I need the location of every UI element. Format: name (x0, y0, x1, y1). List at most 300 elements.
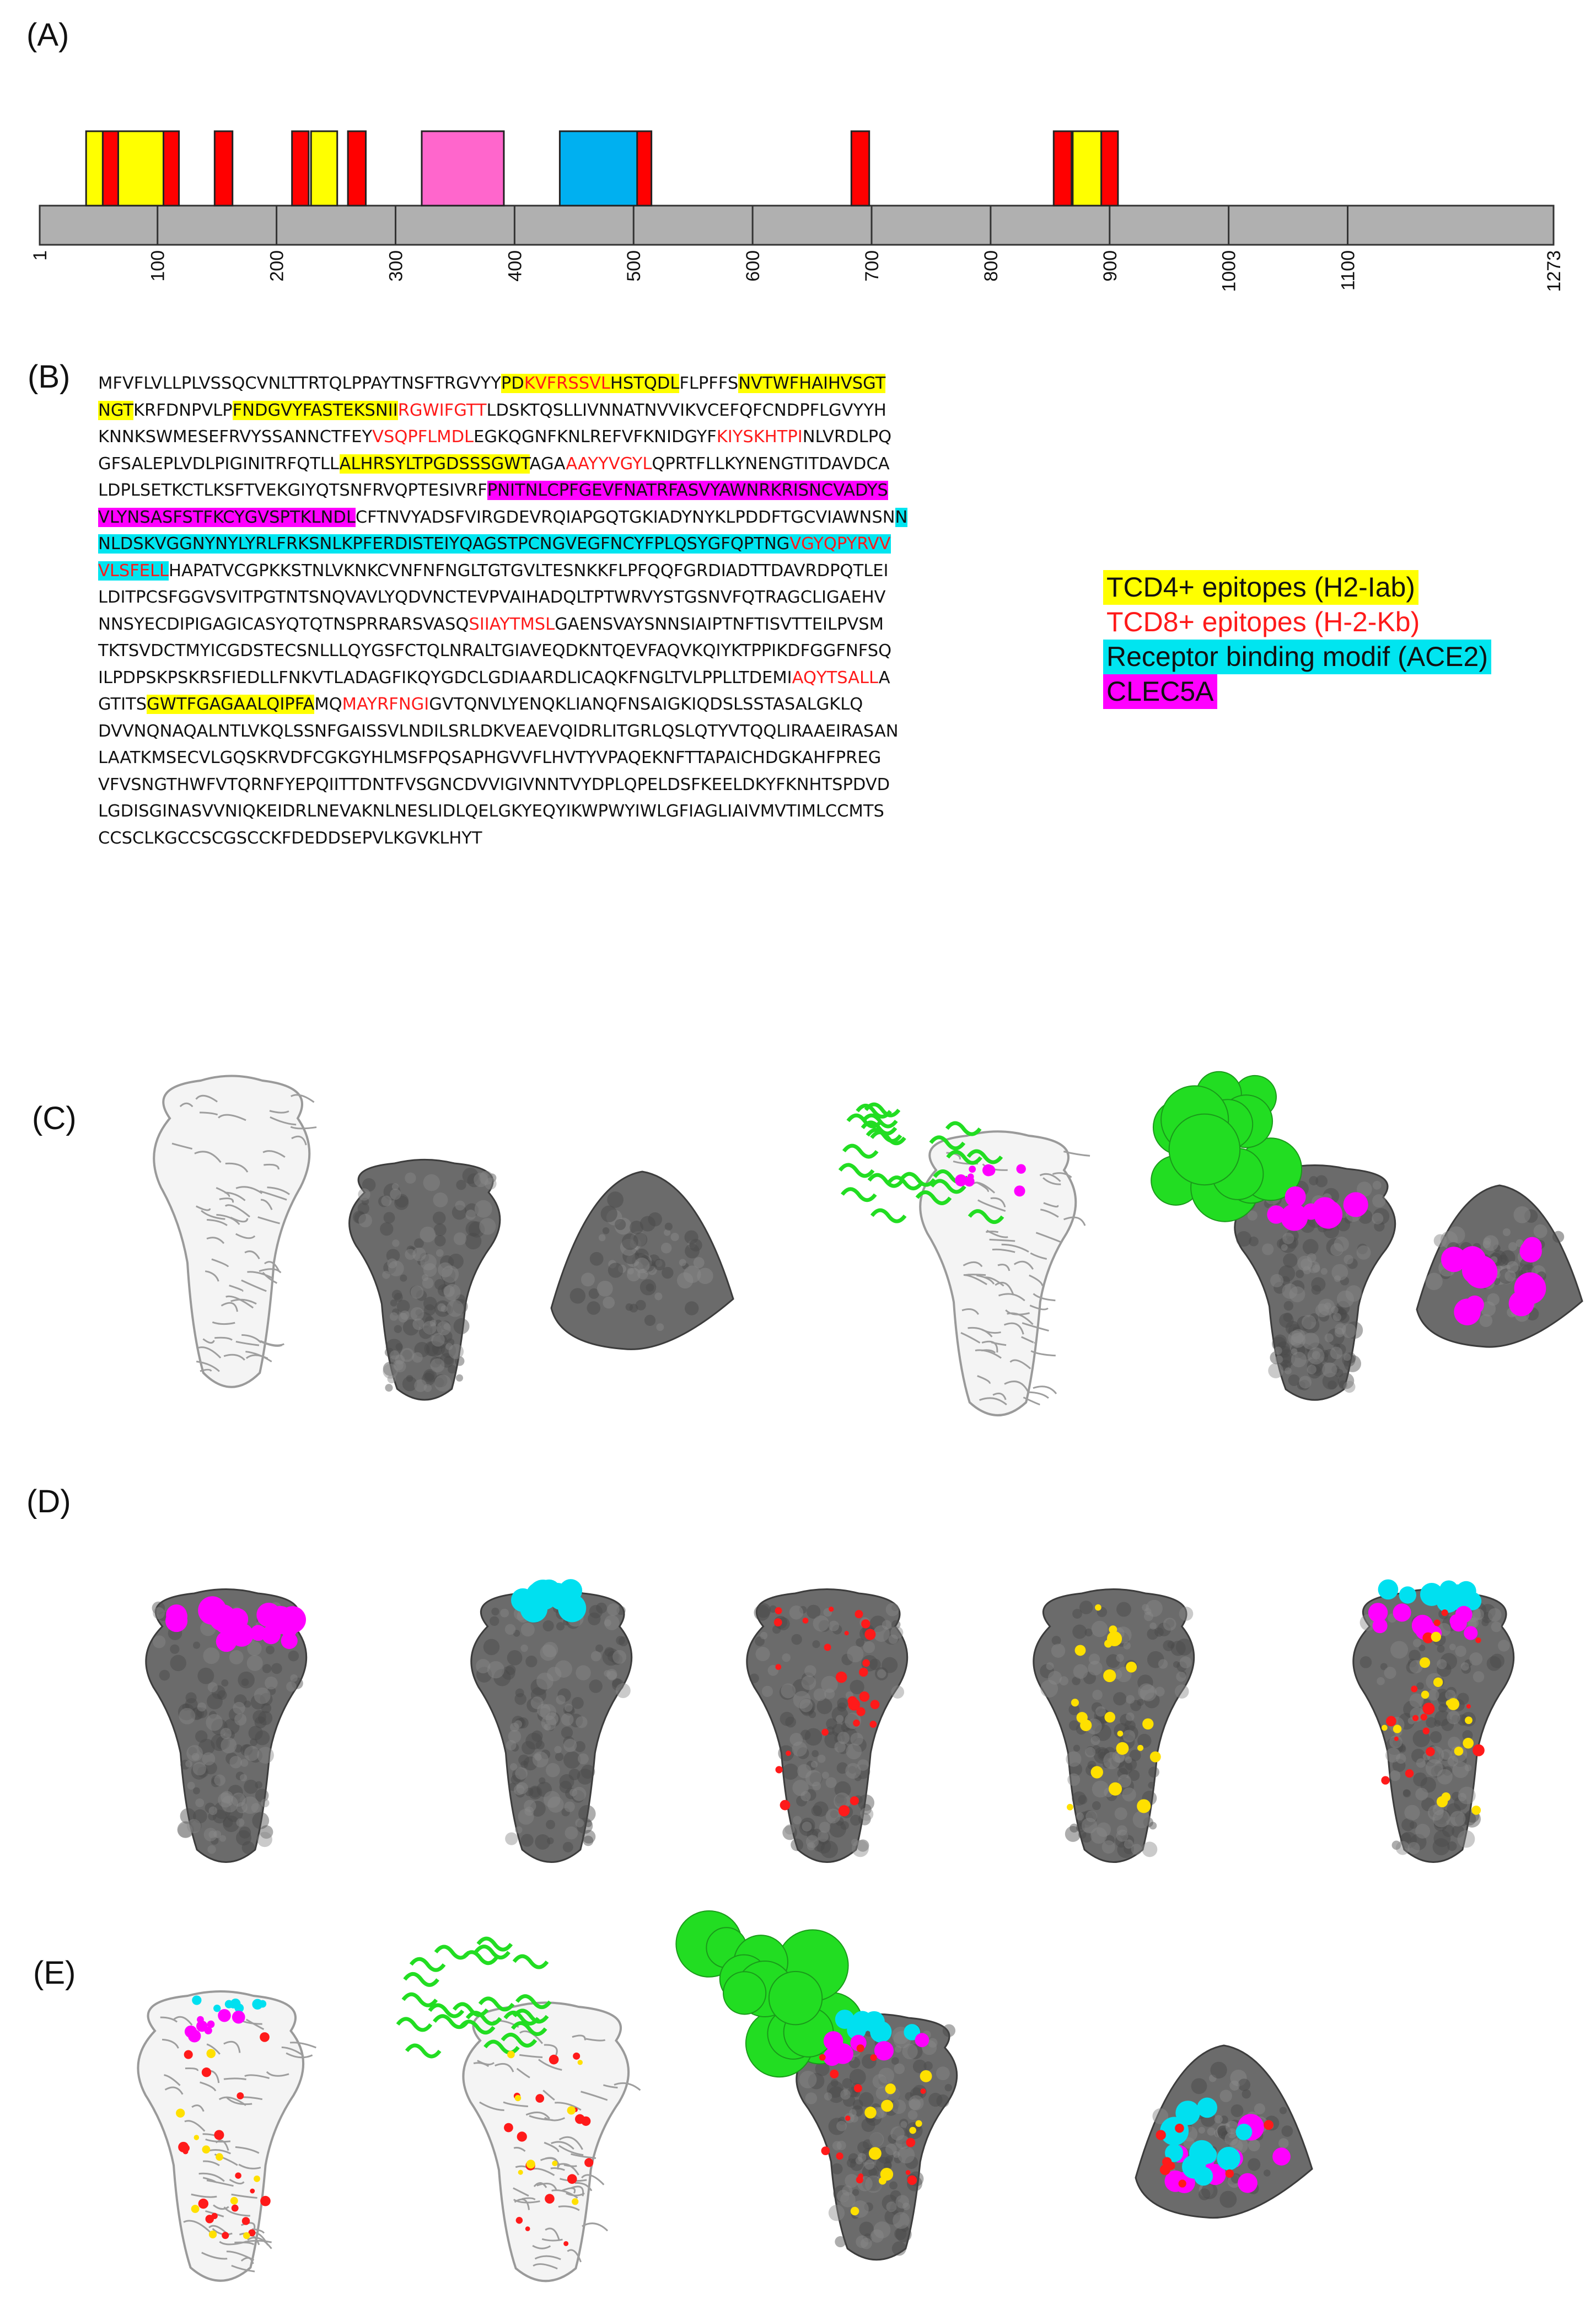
surface-texture (542, 1642, 558, 1657)
surface-texture (891, 2099, 906, 2114)
surface-texture (677, 1272, 693, 1288)
cd8-epitope (1411, 1685, 1417, 1692)
surface-texture (1503, 1228, 1511, 1236)
cd8-epitope (847, 1696, 857, 1705)
surface-texture (1219, 2191, 1237, 2208)
surface-texture (1248, 2158, 1260, 2171)
clec5a-site (1285, 1186, 1306, 1207)
cd8-epitope (1179, 2179, 1186, 2187)
surface-texture (1441, 1749, 1452, 1760)
cd8-epitope (839, 1805, 850, 1816)
surface-texture (812, 1750, 819, 1757)
surface-texture (869, 2133, 884, 2147)
surface-texture (822, 1772, 829, 1779)
surface-texture (266, 1646, 275, 1655)
cd4-epitope (1150, 1752, 1161, 1763)
surface-texture (185, 1760, 192, 1768)
clec5a-site (262, 1625, 281, 1644)
surface-texture (500, 1609, 509, 1618)
surface-texture (525, 1656, 537, 1667)
sequence-segment: FLPFFS (679, 374, 739, 393)
cd8-epitope (854, 2084, 862, 2092)
surface-texture (479, 1218, 496, 1234)
surface-texture (1283, 1253, 1297, 1268)
surface-texture (936, 2066, 950, 2080)
cd8-epitope (829, 1607, 834, 1612)
surface-texture (208, 1682, 218, 1692)
surface-texture (436, 1249, 444, 1257)
surface-texture (220, 1728, 232, 1739)
rbm-site (1236, 2124, 1253, 2140)
panel-label-b: (B) (28, 359, 71, 395)
rbm-site (1445, 1585, 1470, 1610)
cd4-epitope (552, 2161, 557, 2166)
surface-texture (179, 1708, 196, 1725)
cd4-epitope (1104, 1712, 1115, 1723)
surface-texture (679, 1259, 686, 1266)
surface-texture (1142, 1841, 1157, 1857)
surface-texture (546, 1712, 558, 1725)
cd4-epitope (1463, 1738, 1474, 1749)
surface-texture (1447, 1711, 1460, 1724)
cd8-epitope (845, 2115, 851, 2121)
surface-texture (1059, 1676, 1068, 1685)
surface-texture (622, 1233, 638, 1250)
surface-texture (506, 1665, 515, 1675)
rbm-site (1420, 1583, 1443, 1606)
surface-texture (1404, 1805, 1420, 1820)
surface-texture (1483, 1235, 1499, 1251)
surface-texture (1148, 1766, 1159, 1777)
surface-texture (185, 1692, 196, 1703)
surface-texture (1076, 1813, 1084, 1820)
surface-texture (1144, 1608, 1151, 1615)
surface-texture (290, 1674, 298, 1682)
surface-texture (894, 2064, 905, 2075)
surface-texture (1248, 2139, 1260, 2151)
cd8-epitope (1475, 1637, 1481, 1643)
surface-texture (1312, 1285, 1321, 1295)
surface-texture (806, 1835, 819, 1848)
cd4-epitope (1393, 1725, 1401, 1733)
cd4-epitope (1126, 1662, 1137, 1673)
surface-texture (385, 1384, 393, 1392)
surface-texture (1278, 2138, 1289, 2149)
rbm-site (852, 2011, 873, 2032)
surface-texture (170, 1655, 186, 1672)
cd4-epitope (176, 2109, 185, 2118)
clec5a-site (1014, 1185, 1025, 1196)
surface-texture (812, 1782, 821, 1791)
surface-texture (1097, 1822, 1111, 1836)
surface-texture (829, 1621, 839, 1631)
surface-texture (1123, 1642, 1131, 1650)
surface-texture (433, 1193, 448, 1207)
surface-texture (908, 2110, 918, 2120)
surface-texture (395, 1343, 402, 1350)
surface-texture (1461, 1662, 1469, 1671)
cd8-epitope (1473, 1744, 1485, 1757)
surface-texture (448, 1365, 456, 1374)
surface-texture (799, 1699, 813, 1712)
cd4-epitope (1091, 1766, 1103, 1778)
surface-texture (583, 1836, 593, 1846)
surface-texture (202, 1752, 215, 1765)
ace2-helix (844, 1146, 877, 1157)
cd8-epitope (242, 2217, 250, 2225)
surface-texture (1229, 2081, 1239, 2091)
surface-texture (1291, 1329, 1305, 1343)
cd4-epitope (1137, 1745, 1143, 1751)
surface-texture (1449, 1644, 1456, 1650)
surface-texture (1415, 1824, 1430, 1839)
surface-texture (1513, 1206, 1530, 1223)
surface-texture (858, 2153, 867, 2162)
ace2-helix (407, 2045, 440, 2056)
surface-texture (186, 1745, 203, 1761)
surface-texture (1285, 1367, 1292, 1374)
surface-texture (170, 1645, 179, 1654)
clec5a-site (1514, 1272, 1546, 1304)
surface-texture (606, 1669, 617, 1680)
surface-texture (590, 1252, 604, 1266)
surface-texture (560, 1774, 574, 1789)
surface-texture (697, 1268, 713, 1284)
surface-texture (762, 1686, 773, 1697)
cd8-epitope (862, 1659, 870, 1667)
surface-texture (187, 1819, 201, 1833)
cd4-epitope (1431, 1632, 1441, 1642)
surface-texture (1147, 1628, 1158, 1640)
surface-texture (1312, 1264, 1320, 1272)
cd4-epitope (1103, 1669, 1116, 1682)
surface-texture (812, 1806, 823, 1817)
cartoon-strand (224, 2079, 246, 2080)
surface-texture (536, 1673, 554, 1690)
surface-texture (944, 2084, 952, 2092)
cd8-epitope (1226, 2169, 1234, 2178)
cd4-epitope (578, 2060, 583, 2065)
surface-texture (262, 1664, 272, 1673)
surface-texture (515, 1689, 524, 1698)
surface-texture (576, 1716, 587, 1728)
surface-texture (1415, 1788, 1428, 1801)
surface-texture (1280, 2107, 1287, 2114)
surface-texture (576, 1665, 591, 1680)
surface-texture (1426, 1717, 1437, 1728)
epitope-segment: NLDSKVGGNYNYLYRLFRKSNLKPFERDISTEIYQAGSTPCNGVEGFNCYFPLQSYGFQPTNG (98, 534, 790, 554)
surface-texture (597, 1281, 613, 1297)
surface-texture (1457, 1830, 1475, 1848)
panel-label-a: (A) (26, 17, 69, 53)
surface-texture (193, 1642, 200, 1649)
surface-texture (886, 2201, 896, 2212)
surface-texture (437, 1321, 451, 1335)
surface-texture (1180, 1656, 1192, 1668)
surface-texture (1473, 1671, 1484, 1682)
surface-texture (1215, 2115, 1223, 2123)
surface-texture (1254, 2103, 1265, 2114)
surface-texture (411, 1286, 424, 1299)
surface-texture (1321, 1268, 1328, 1275)
surface-texture (209, 1807, 218, 1816)
clec5a-site (1272, 2147, 1291, 2166)
surface-texture (892, 2241, 906, 2255)
surface-texture (805, 2092, 818, 2104)
surface-texture (754, 1605, 770, 1621)
cd4-epitope (880, 2168, 893, 2181)
surface-texture (581, 1272, 595, 1286)
surface-texture (1073, 1664, 1088, 1679)
surface-texture (221, 1679, 228, 1687)
clec5a-site (281, 1621, 297, 1637)
surface-texture (831, 2163, 842, 2174)
surface-texture (454, 1232, 466, 1245)
surface-texture (430, 1320, 437, 1326)
surface-texture (1413, 1639, 1421, 1647)
cd8-epitope (870, 1700, 880, 1709)
surface-texture (1480, 1314, 1493, 1328)
surface-texture (831, 2079, 839, 2087)
surface-texture (612, 1650, 626, 1664)
surface-texture (358, 1188, 370, 1200)
surface-texture (487, 1661, 504, 1678)
cd4-epitope (1420, 1657, 1430, 1668)
cd8-epitope (830, 2070, 839, 2079)
surface-texture (229, 1650, 244, 1664)
sequence-segment: GFSALEPLVDLPIGINITRFQTLL (98, 454, 340, 474)
cd8-epitope (1466, 1704, 1471, 1709)
surface-texture (187, 1782, 195, 1790)
cd4-epitope (206, 2049, 216, 2058)
surface-texture (861, 2118, 875, 2132)
surface-texture (1281, 2125, 1293, 2137)
surface-texture (640, 1279, 656, 1295)
rbm-site (1182, 2155, 1206, 2178)
surface-texture (247, 1655, 263, 1671)
rbm-site (1197, 2098, 1217, 2118)
surface-texture (1126, 1712, 1135, 1721)
surface-texture (1302, 1315, 1316, 1329)
surface-texture (749, 1673, 759, 1683)
surface-texture (1299, 1376, 1312, 1388)
cd4-epitope (1107, 1631, 1122, 1646)
surface-texture (1095, 1706, 1106, 1717)
surface-texture (1236, 1231, 1251, 1247)
cd4-epitope (1109, 1625, 1117, 1634)
cd4-epitope (1447, 1698, 1459, 1710)
surface-texture (255, 1731, 270, 1746)
surface-texture (483, 1639, 499, 1655)
surface-texture (1090, 1736, 1100, 1745)
clec5a-site (915, 2033, 929, 2048)
surface-texture (826, 1808, 841, 1823)
cd8-epitope (504, 2123, 513, 2133)
surface-texture (859, 2092, 874, 2107)
cd8-epitope (1381, 1776, 1389, 1785)
sequence-segment: MFVFLVLLPLVSSQCVNLTTRTQLPPAYTNSFTRGVYY (98, 374, 501, 393)
surface-texture (217, 1690, 227, 1700)
surface-texture (792, 1780, 808, 1796)
surface-texture (1274, 1346, 1282, 1355)
surface-texture (542, 1620, 554, 1631)
cd4-epitope (1421, 1691, 1430, 1699)
surface-texture (791, 1839, 803, 1851)
sequence-segment: TKTSVDCTMYICGDSTECSNLLLQYGSFCTQLNRALTGIAVEQDKNTQEVFAQVKQIYKTPPIKDFGGFNFSQ (98, 641, 892, 660)
surface-texture (1488, 1608, 1501, 1621)
clec5a-site (205, 2027, 212, 2034)
surface-texture (1434, 1234, 1447, 1247)
surface-texture (434, 1223, 447, 1236)
surface-texture (1450, 1811, 1465, 1827)
epitope-segment: GWTFGAGAALQIPFA (147, 695, 315, 714)
surface-texture (588, 1612, 600, 1625)
cd8-epitope (1423, 1727, 1430, 1734)
surface-texture (233, 1702, 245, 1714)
surface-texture (1230, 2104, 1243, 2117)
surface-texture (1207, 2128, 1216, 2136)
sequence-segment: GVTQNVLYENQKLIANQFNSAIGKIQDSLSSTASALGKLQ (429, 695, 863, 714)
surface-texture (1282, 1233, 1294, 1244)
cd8-epitope (260, 2196, 271, 2206)
surface-texture (400, 1275, 407, 1282)
epitope-segment: RGWIFGTT (397, 400, 487, 420)
sequence-segment: KRFDNPVLP (133, 400, 233, 420)
cd8-epitope (906, 2138, 915, 2147)
surface-texture (1328, 1381, 1336, 1389)
surface-texture (522, 1741, 535, 1755)
cd8-epitope (1162, 2157, 1172, 2167)
surface-texture (533, 1752, 549, 1768)
surface-texture (1344, 1381, 1356, 1393)
cd4-epitope (1071, 1699, 1079, 1706)
ace2-helix (403, 1994, 436, 2005)
surface-texture (890, 1626, 903, 1639)
surface-texture (1199, 2188, 1210, 2200)
ace2-helix (947, 1123, 980, 1134)
surface-texture (465, 1210, 476, 1220)
surface-texture (539, 1777, 545, 1784)
surface-texture (1346, 1285, 1362, 1302)
rbm-site (870, 2021, 891, 2043)
sequence-segment: LDITPCSFGGVSVITPGTNTSNQVAVLYQDVNCTEVPVAIHADQLTPTWRVYSTGSNVFQTRAGCLIGAEHV (98, 588, 886, 607)
surface-texture (1220, 2090, 1232, 2102)
surface-texture (1089, 1653, 1100, 1664)
surface-texture (1324, 1302, 1331, 1309)
surface-texture (444, 1284, 460, 1301)
surface-texture (244, 1746, 259, 1761)
surface-texture (1067, 1773, 1080, 1786)
surface-texture (445, 1343, 453, 1350)
epitope-segment: PNITNLCPFGEVFNATRFASVYAWNRKRISNCVADYS (487, 481, 888, 500)
sequence-segment: A (878, 668, 890, 688)
surface-texture (434, 1235, 445, 1246)
cd8-epitope (581, 2117, 590, 2126)
surface-texture (599, 1234, 606, 1242)
cd8-epitope (1394, 1737, 1399, 1741)
cd4-epitope (1142, 1718, 1153, 1730)
clec5a-site (874, 2041, 894, 2060)
surface-texture (1116, 1602, 1131, 1617)
surface-texture (1372, 1213, 1383, 1224)
surface-texture (1170, 1641, 1186, 1656)
surface-texture (265, 1677, 277, 1689)
surface-texture (685, 1301, 699, 1315)
surface-texture (889, 2181, 898, 2189)
surface-texture (507, 1650, 523, 1666)
cd8-epitope (202, 2067, 211, 2077)
surface-texture (1155, 1687, 1165, 1696)
cd8-epitope (235, 2172, 241, 2178)
surface-texture (1469, 1652, 1482, 1666)
cd4-epitope (191, 2205, 200, 2213)
surface-texture (1407, 1842, 1420, 1854)
cd8-epitope (864, 1629, 875, 1640)
surface-texture (886, 1603, 899, 1616)
cd4-epitope (243, 2232, 250, 2239)
spike-cartoon-ace2 (920, 1131, 1076, 1415)
cd8-epitope (850, 1796, 859, 1805)
surface-texture (607, 1191, 624, 1208)
surface-texture (1498, 1640, 1510, 1652)
surface-texture (1264, 2169, 1271, 2177)
surface-texture (1115, 1807, 1127, 1820)
surface-texture (591, 1651, 601, 1662)
surface-texture (1413, 1773, 1427, 1787)
surface-texture (616, 1636, 625, 1645)
cd4-epitope (920, 2070, 932, 2082)
surface-texture (1270, 1274, 1283, 1287)
clec5a-site (1520, 1240, 1542, 1263)
surface-texture (1092, 1621, 1108, 1637)
cd4-epitope (254, 2176, 260, 2182)
surface-texture (555, 1753, 563, 1761)
surface-texture (1487, 1656, 1502, 1671)
surface-texture (1334, 1237, 1348, 1252)
surface-texture (193, 1787, 200, 1795)
surface-texture (1396, 1841, 1410, 1855)
surface-texture (670, 1233, 679, 1241)
axis-tick-label: 1 (30, 250, 51, 261)
surface-texture (604, 1647, 614, 1656)
clec5a-site (1344, 1192, 1368, 1217)
surface-texture (802, 1675, 816, 1690)
legend-label: TCD4+ epitopes (H2-Iab) (1103, 570, 1418, 605)
cartoon-strand (582, 2224, 608, 2231)
surface-texture (520, 1645, 528, 1652)
surface-texture (1126, 1695, 1135, 1704)
rbm-site (252, 1999, 262, 2010)
surface-texture (813, 1615, 829, 1631)
surface-texture (819, 1822, 830, 1833)
surface-texture (505, 1832, 518, 1845)
surface-texture (878, 2067, 894, 2083)
surface-texture (1296, 1270, 1304, 1278)
panel-label-d: (D) (26, 1484, 71, 1519)
surface-texture (528, 1786, 542, 1800)
surface-texture (898, 2146, 915, 2163)
surface-texture (604, 1615, 619, 1630)
cd4-epitope (1137, 1799, 1151, 1813)
cd8-epitope (1442, 1609, 1448, 1616)
sequence-segment: AGA (529, 454, 566, 474)
cd8-epitope (182, 2144, 190, 2152)
surface-texture (236, 1818, 244, 1827)
surface-texture (383, 1364, 397, 1379)
cd8-epitope (1423, 1703, 1435, 1715)
surface-texture (936, 2094, 949, 2108)
epitope-segment: MAYRFNGI (342, 695, 429, 714)
